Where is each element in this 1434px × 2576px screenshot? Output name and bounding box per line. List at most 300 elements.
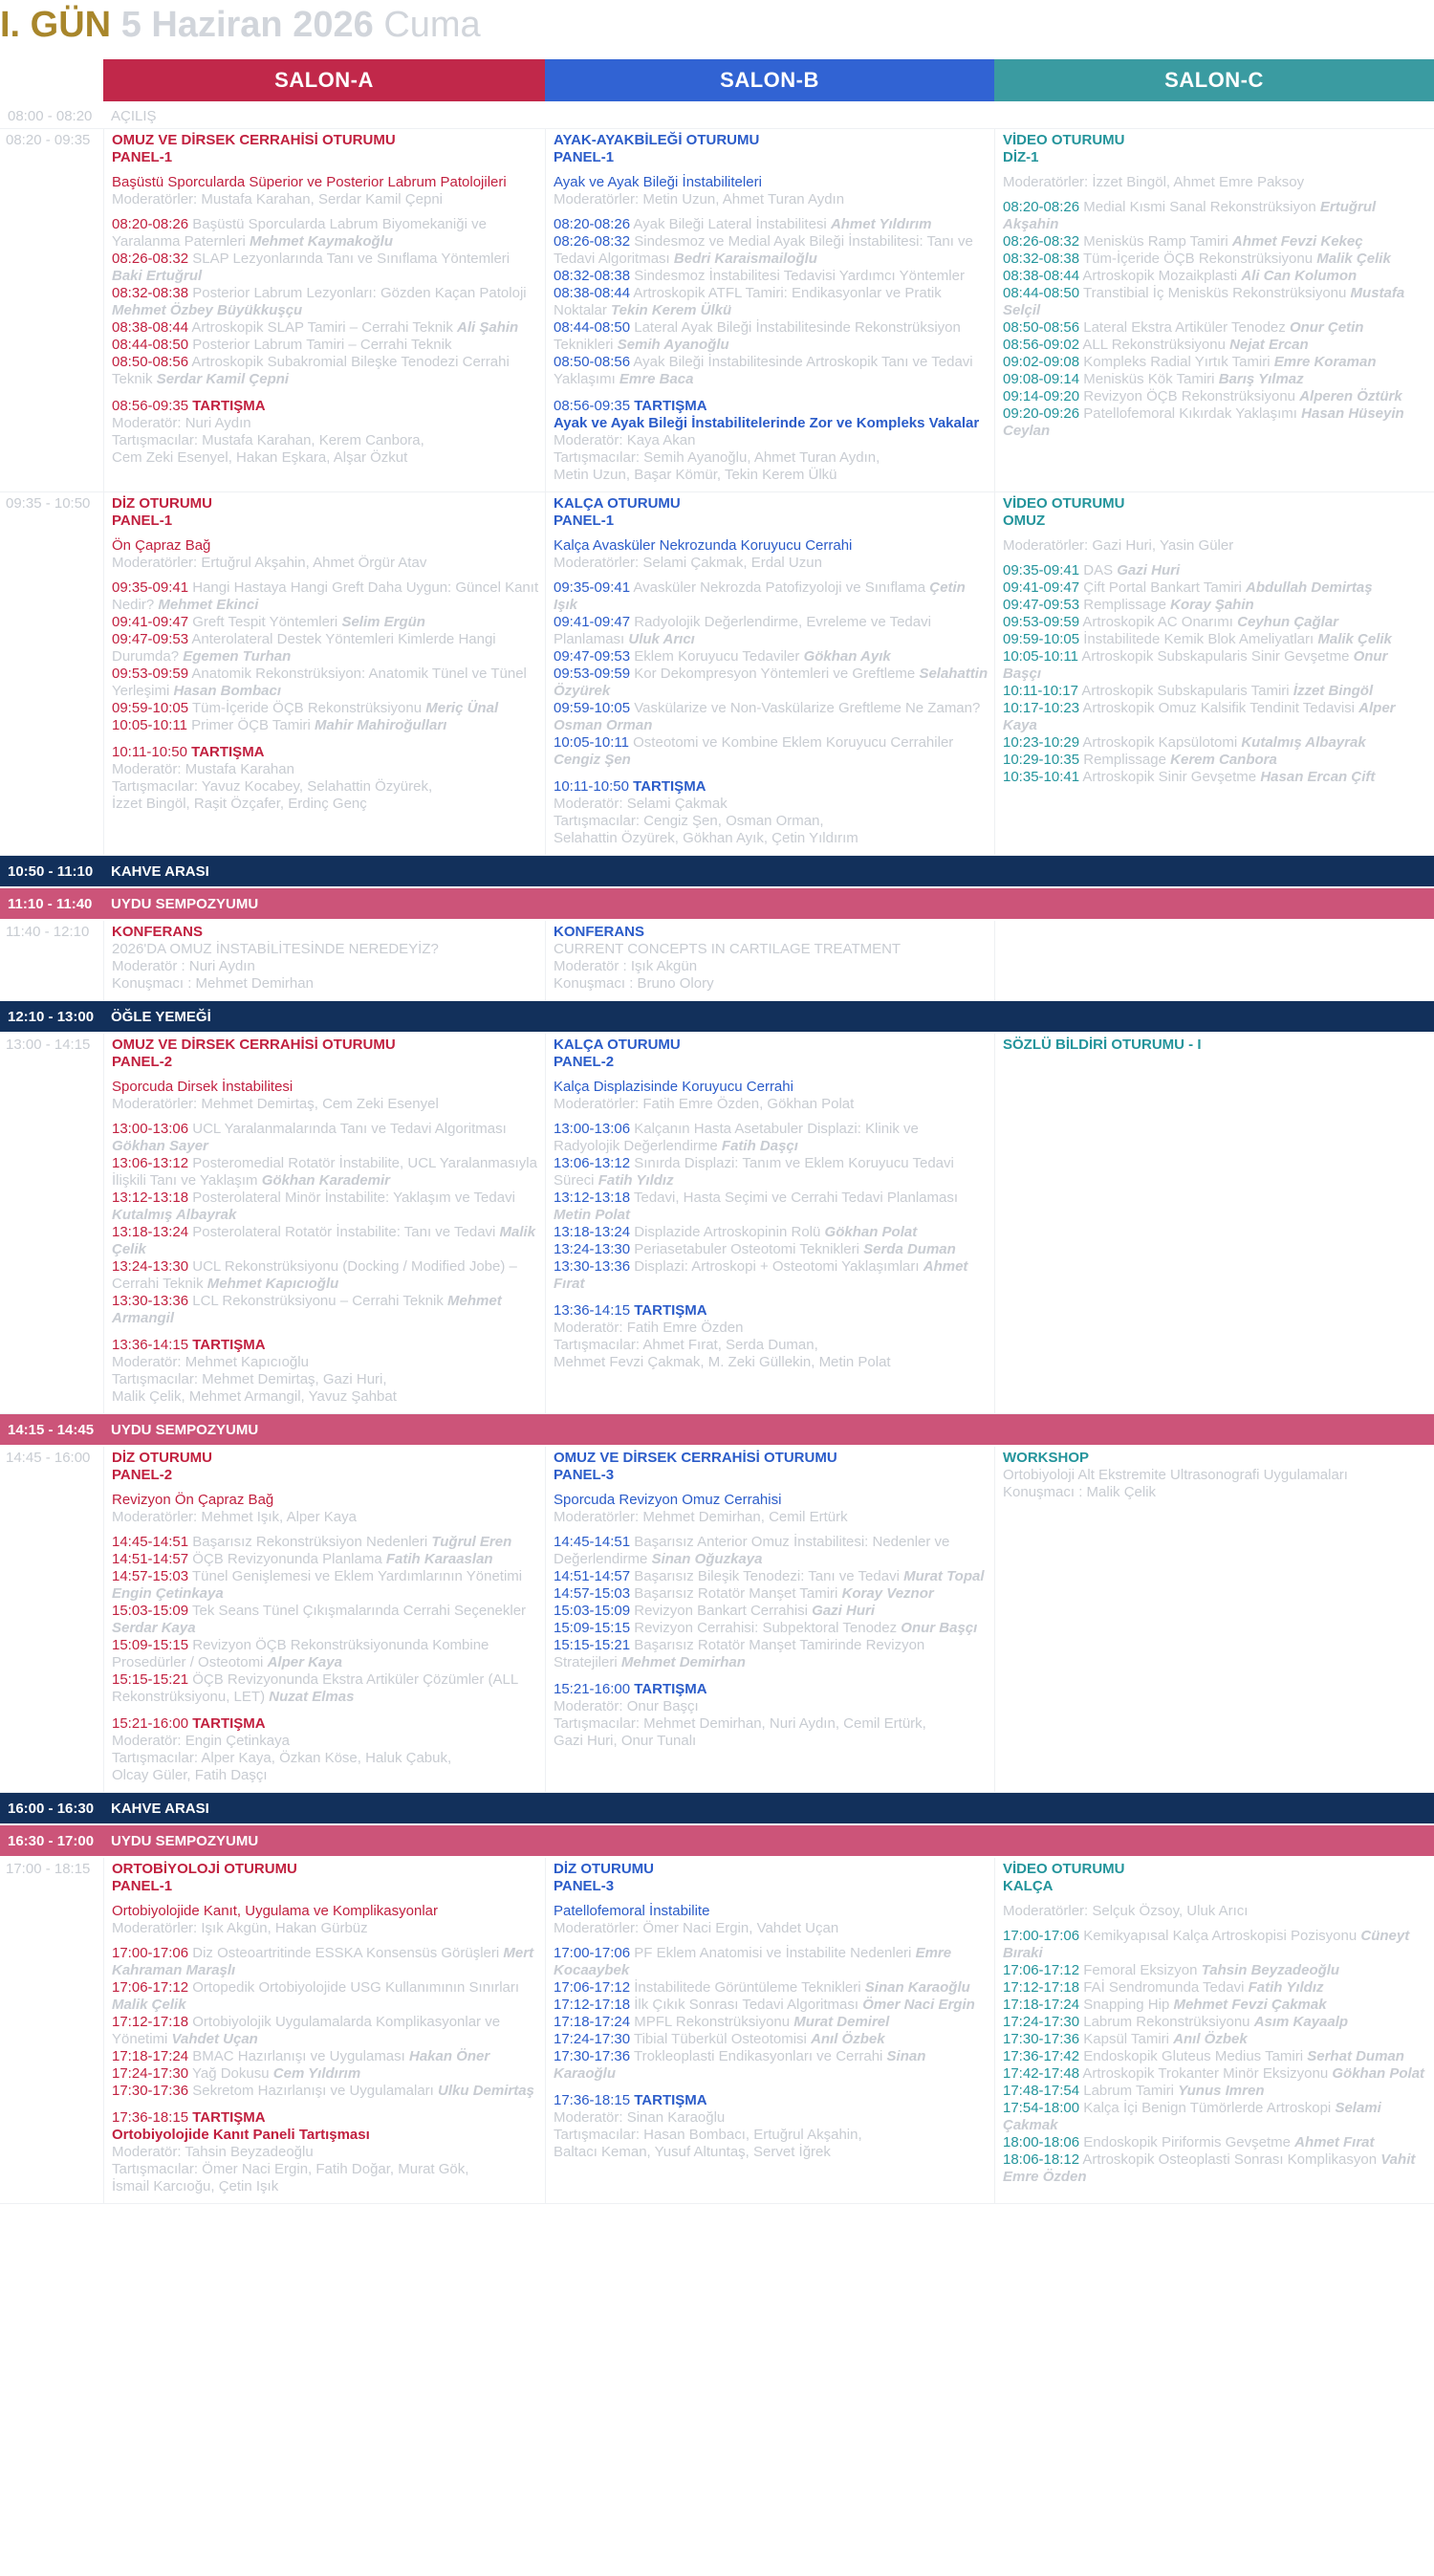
- talk-title: Tüm-İçeride ÖÇB Rekonstrüksiyonu: [191, 700, 423, 716]
- talk-time: 18:06-18:12: [1003, 2151, 1080, 2168]
- talk-list: [554, 1121, 989, 1293]
- talk-time: 08:32-08:38: [554, 268, 631, 284]
- discussion-line: Metin Uzun, Başar Kömür, Tekin Kerem Ülkü: [554, 467, 837, 483]
- talk-item: [112, 2065, 539, 2083]
- talk-item: [554, 666, 989, 700]
- session-cell: [103, 1034, 545, 1413]
- talk-title: Tüm-İçeride ÖÇB Rekonstrüksiyonu: [1082, 251, 1314, 267]
- talk-speaker: Alper Kaya: [1003, 700, 1396, 733]
- talk-time: 17:12-17:18: [554, 1997, 631, 2013]
- talk-time: 17:00-17:06: [554, 1945, 631, 1961]
- talk-item: [554, 648, 989, 666]
- talk-item: [1003, 319, 1428, 337]
- talk-title: Artroskopik Kapsülotomi: [1082, 734, 1238, 751]
- talk-title: Kalçanın Hasta Asetabuler Displazi: Klinik ve Radyolojik Değerlendirme: [554, 1121, 919, 1154]
- talk-speaker: Ahmet Fırat: [554, 1258, 968, 1292]
- discussion-line: Moderatör: Onur Başçı: [554, 1698, 699, 1714]
- block-1445-time: 14:45 - 16:00: [6, 1450, 91, 1466]
- discussion-time: 10:11-10:50: [554, 778, 629, 795]
- talk-title: Kalça İçi Benign Tümörlerde Artroskopi: [1083, 2100, 1332, 2116]
- talk-time: 13:06-13:12: [112, 1155, 189, 1171]
- day-weekday: Cuma: [383, 5, 481, 45]
- talk-title: İlk Çıkık Sonrası Tedavi Algoritması: [634, 1997, 859, 2013]
- talk-speaker: Nejat Ercan: [1229, 337, 1309, 353]
- talk-speaker: Tuğrul Eren: [431, 1534, 512, 1550]
- talk-item: [112, 1671, 539, 1706]
- talk-title: Revizyon ÖÇB Rekonstrüksiyonunda Kombine Prosedürler / Osteotomi: [112, 1637, 489, 1670]
- discussion-line: Tartışmacılar: Mehmet Demirhan, Nuri Aydın, Cemil Ertürk,: [554, 1715, 926, 1732]
- talk-list: [554, 579, 989, 769]
- talk-title: PF Eklem Anatomisi ve İnstabilite Nedenleri: [634, 1945, 912, 1961]
- talk-speaker: Abdullah Demirtaş: [1246, 579, 1373, 596]
- opening-row-label: AÇILIŞ: [111, 107, 157, 124]
- talk-time: 08:26-08:32: [112, 251, 189, 267]
- talk-speaker: Mahir Mahiroğulları: [315, 717, 447, 733]
- discussion-time: 13:36-14:15: [554, 1302, 631, 1319]
- session-panel: PANEL-1: [112, 149, 173, 165]
- block-1700: [0, 1858, 1434, 2204]
- talk-speaker: Mustafa Selçil: [1003, 285, 1405, 318]
- talk-item: [112, 614, 539, 631]
- discussion-header: [112, 1337, 539, 1354]
- discussion-line: Malik Çelik, Mehmet Armangil, Yavuz Şahbat: [112, 1388, 397, 1405]
- discussion-line: Tartışmacılar: Ahmet Fırat, Serda Duman,: [554, 1337, 818, 1353]
- talk-list: [554, 1534, 989, 1671]
- talk-title: Yağ Dokusu: [191, 2065, 270, 2082]
- talk-item: [1003, 700, 1428, 734]
- talk-list: [112, 579, 539, 734]
- talk-time: 13:12-13:18: [554, 1190, 631, 1206]
- session-moderators: Moderatörler: Ömer Naci Ergin, Vahdet Uçan: [554, 1920, 839, 1936]
- talk-time: 13:06-13:12: [554, 1155, 631, 1171]
- talk-title: Eklem Koruyucu Tedaviler: [634, 648, 800, 665]
- talk-title: Labrum Tamiri: [1083, 2083, 1175, 2099]
- talk-title: Ayak Bileği Lateral İnstabilitesi: [633, 216, 827, 232]
- talk-time: 09:59-10:05: [1003, 631, 1080, 647]
- conference-topic: CURRENT CONCEPTS IN CARTILAGE TREATMENT: [554, 941, 902, 957]
- discussion: [554, 2092, 989, 2161]
- talk-speaker: Anıl Özbek: [811, 2031, 885, 2047]
- talk-title: Posterior Labrum Lezyonları: Gözden Kaçan Patoloji: [192, 285, 527, 301]
- satellite-symposium-2-label: UYDU SEMPOZYUMU: [111, 1421, 259, 1438]
- discussion: [554, 1681, 989, 1750]
- session-cell: [103, 1447, 545, 1792]
- talk-speaker: Hasan Hüseyin Ceylan: [1003, 405, 1404, 439]
- opening-row-time: 08:00 - 08:20: [8, 107, 93, 124]
- discussion-header: [554, 398, 989, 415]
- talk-title: Posterolateral Minör İnstabilite: Yaklaşım ve Tedavi: [192, 1190, 515, 1206]
- talk-speaker: Malik Çelik: [1317, 631, 1392, 647]
- talk-title: Menisküs Kök Tamiri: [1083, 371, 1215, 387]
- talk-speaker: Selahattin Özyürek: [554, 666, 989, 699]
- talk-item: [554, 319, 989, 354]
- talk-speaker: Gökhan Polat: [1332, 2065, 1425, 2082]
- talk-title: Sınırda Displazi: Tanım ve Eklem Koruyucu Tedavi Süreci: [554, 1155, 954, 1189]
- talk-item: [1003, 1962, 1428, 1979]
- talk-speaker: Hasan Bombacı: [173, 683, 282, 699]
- talk-item: [112, 1551, 539, 1568]
- talk-time: 17:00-17:06: [1003, 1928, 1080, 1944]
- talk-time: 10:11-10:17: [1003, 683, 1078, 699]
- talk-speaker: Murat Demirel: [793, 2014, 890, 2030]
- talk-title: İnstabilitede Kemik Blok Ameliyatları: [1083, 631, 1314, 647]
- talk-title: Greft Tespit Yöntemleri: [192, 614, 338, 630]
- discussion-line: İsmail Karcıoğu, Çetin Işık: [112, 2178, 279, 2194]
- talk-title: ÖÇB Revizyonunda Ekstra Artiküler Çözümler (ALL Rekonstrüksiyonu, LET): [112, 1671, 518, 1705]
- discussion-line: Moderatör: Nuri Aydın: [112, 415, 251, 431]
- discussion-line: Olcay Güler, Fatih Daşçı: [112, 1767, 268, 1783]
- talk-item: [112, 337, 539, 354]
- talk-list: [554, 216, 989, 388]
- talk-time: 10:05-10:11: [112, 717, 187, 733]
- talk-time: 08:50-08:56: [112, 354, 189, 370]
- block-1300-time: 13:00 - 14:15: [6, 1037, 91, 1053]
- discussion-line: Moderatör: Engin Çetinkaya: [112, 1733, 290, 1749]
- talk-time: 08:20-08:26: [554, 216, 631, 232]
- session-cell: [545, 1858, 994, 2203]
- talk-list: [112, 1945, 539, 2100]
- talk-speaker: Asım Kayaalp: [1253, 2014, 1349, 2030]
- discussion-line: Tartışmacılar: Cengiz Şen, Osman Orman,: [554, 813, 824, 829]
- discussion-line: İzzet Bingöl, Raşit Özçafer, Erdinç Genç: [112, 796, 367, 812]
- talk-item: [1003, 2031, 1428, 2048]
- talk-time: 09:14-09:20: [1003, 388, 1080, 404]
- discussion-line: Selahattin Özyürek, Gökhan Ayık, Çetin Yıldırım: [554, 830, 858, 846]
- talk-speaker: Malik Çelik: [1316, 251, 1391, 267]
- talk-title: Artroskopik Subskapularis Tamiri: [1081, 683, 1290, 699]
- talk-title: Vaskülarize ve Non-Vaskülarize Greftleme Ne Zaman?: [634, 700, 981, 716]
- talk-speaker: İzzet Bingöl: [1293, 683, 1374, 699]
- opening-row: [0, 103, 1434, 129]
- talk-item: [112, 1568, 539, 1603]
- session-moderators: Moderatörler: Fatih Emre Özden, Gökhan Polat: [554, 1096, 855, 1112]
- discussion-line: Mehmet Fevzi Çakmak, M. Zeki Güllekin, Metin Polat: [554, 1354, 891, 1370]
- talk-item: [1003, 752, 1428, 769]
- talk-title: Kompleks Radial Yırtık Tamiri: [1083, 354, 1271, 370]
- talk-title: Displazide Artroskopinin Rolü: [634, 1224, 821, 1240]
- session-cell: [103, 129, 545, 491]
- talk-speaker: Serdar Kaya: [112, 1620, 196, 1636]
- schedule-grid: [0, 103, 1434, 2204]
- talk-item: [112, 1190, 539, 1224]
- talk-list: [1003, 199, 1428, 440]
- session-title: KALÇA OTURUMU: [554, 495, 681, 512]
- talk-title: DAS: [1083, 562, 1114, 579]
- discussion-topic: Ortobiyolojide Kanıt Paneli Tartışması: [112, 2127, 370, 2143]
- talk-item: [1003, 285, 1428, 319]
- session-topic: Sporcuda Dirsek İnstabilitesi: [112, 1079, 293, 1095]
- block-0935: [0, 492, 1434, 856]
- session-title: DİZ OTURUMU: [112, 495, 212, 512]
- coffee-break-2: [0, 1793, 1434, 1825]
- discussion-label: TARTIŞMA: [634, 1302, 707, 1319]
- talk-item: [1003, 562, 1428, 579]
- talk-item: [112, 1534, 539, 1551]
- talk-speaker: Fatih Daşçı: [721, 1138, 798, 1154]
- session-cell: [545, 1447, 994, 1792]
- talk-item: [554, 1637, 989, 1671]
- lunch-break: [0, 1001, 1434, 1034]
- talk-time: 09:41-09:47: [112, 614, 189, 630]
- talk-item: [112, 1224, 539, 1258]
- talk-time: 08:44-08:50: [1003, 285, 1080, 301]
- talk-speaker: Emre Koraman: [1273, 354, 1377, 370]
- session-title: DİZ OTURUMU: [554, 1861, 654, 1877]
- session-panel: PANEL-2: [112, 1467, 173, 1483]
- talk-title: Tibial Tüberkül Osteotomisi: [633, 2031, 807, 2047]
- talk-speaker: Vahit Emre Özden: [1003, 2151, 1416, 2185]
- talk-speaker: Fatih Yıldız: [1248, 1979, 1324, 1996]
- session-cell: [103, 492, 545, 855]
- discussion-label: TARTIŞMA: [634, 2092, 707, 2108]
- discussion-time: 08:56-09:35: [554, 398, 631, 414]
- talk-time: 10:05-10:11: [554, 734, 629, 751]
- salon-header-row: [103, 59, 1434, 101]
- talk-title: LCL Rekonstrüksiyonu – Cerrahi Teknik: [192, 1293, 444, 1309]
- satellite-symposium-3-time: 16:30 - 17:00: [8, 1832, 95, 1849]
- talk-item: [554, 1241, 989, 1258]
- talk-speaker: Ömer Naci Ergin: [862, 1997, 975, 2013]
- talk-time: 17:30-17:36: [554, 2048, 631, 2064]
- talk-speaker: Meriç Ünal: [425, 700, 499, 716]
- talk-time: 10:23-10:29: [1003, 734, 1080, 751]
- talk-title: Remplissage: [1083, 752, 1166, 768]
- conference-topic: 2026'DA OMUZ İNSTABİLİTESİNDE NEREDEYİZ?: [112, 941, 439, 957]
- talk-item: [112, 1293, 539, 1327]
- talk-item: [1003, 199, 1428, 233]
- conference-moderator: Moderatör : Nuri Aydın: [112, 958, 255, 974]
- session-cell: [994, 1858, 1434, 2203]
- talk-title: Başarısız Rekonstrüksiyon Nedenleri: [192, 1534, 428, 1550]
- satellite-symposium-1: [0, 888, 1434, 921]
- discussion: [112, 1337, 539, 1406]
- talk-time: 14:45-14:51: [112, 1534, 189, 1550]
- discussion-time: 15:21-16:00: [554, 1681, 631, 1697]
- talk-time: 17:24-17:30: [112, 2065, 189, 2082]
- workshop-speaker: Konuşmacı : Malik Çelik: [1003, 1484, 1157, 1500]
- talk-speaker: Gökhan Ayık: [803, 648, 891, 665]
- talk-item: [554, 216, 989, 233]
- talk-item: [554, 1997, 989, 2014]
- talk-speaker: Yunus Imren: [1178, 2083, 1265, 2099]
- talk-speaker: Alper Kaya: [267, 1654, 342, 1670]
- talk-speaker: Cüneyt Bıraki: [1003, 1928, 1410, 1961]
- talk-item: [112, 216, 539, 251]
- discussion: [554, 1302, 989, 1371]
- session-title: ORTOBİYOLOJİ OTURUMU: [112, 1861, 297, 1877]
- discussion-line: Moderatör: Kaya Akan: [554, 432, 696, 448]
- talk-time: 17:00-17:06: [112, 1945, 189, 1961]
- talk-title: Patellofemoral Kıkırdak Yaklaşımı: [1083, 405, 1297, 422]
- salon-b-header: SALON-B: [545, 59, 994, 101]
- talk-title: Tedavi, Hasta Seçimi ve Cerrahi Tedavi Planlaması: [633, 1190, 959, 1206]
- discussion-line: Cem Zeki Esenyel, Hakan Eşkara, Alşar Özkut: [112, 449, 408, 466]
- talk-item: [112, 1637, 539, 1671]
- talk-time: 13:00-13:06: [554, 1121, 631, 1137]
- talk-item: [1003, 2134, 1428, 2151]
- conference-title: KONFERANS: [554, 924, 645, 940]
- talk-time: 09:53-09:59: [554, 666, 631, 682]
- talk-item: [554, 285, 989, 319]
- talk-time: 17:30-17:36: [112, 2083, 189, 2099]
- talk-time: 13:18-13:24: [554, 1224, 631, 1240]
- talk-title: Posterior Labrum Tamiri – Cerrahi Teknik: [192, 337, 452, 353]
- talk-title: Artroskopik AC Onarımı: [1082, 614, 1233, 630]
- coffee-break-1-label: KAHVE ARASI: [111, 862, 209, 880]
- talk-time: 13:24-13:30: [554, 1241, 631, 1257]
- session-topic: Ortobiyolojide Kanıt, Uygulama ve Komplikasyonlar: [112, 1903, 438, 1919]
- talk-time: 09:35-09:41: [112, 579, 189, 596]
- talk-time: 08:20-08:26: [1003, 199, 1080, 215]
- day-label: I. GÜN: [0, 5, 112, 45]
- talk-time: 08:20-08:26: [112, 216, 189, 232]
- talk-title: Artroskopik Trokanter Minör Eksizyonu: [1082, 2065, 1329, 2082]
- talk-title: Başüstü Sporcularda Labrum Biyomekaniği ve Yaralanma Paternleri: [112, 216, 487, 250]
- talk-list: [112, 1121, 539, 1327]
- talk-title: Diz Osteoartritinde ESSKA Konsensüs Görüşleri: [192, 1945, 500, 1961]
- session-topic: Sporcuda Revizyon Omuz Cerrahisi: [554, 1492, 782, 1508]
- session-cell: [545, 492, 994, 855]
- talk-speaker: Ali Şahin: [457, 319, 519, 336]
- talk-item: [554, 1155, 989, 1190]
- discussion-line: Moderatör: Selami Çakmak: [554, 796, 728, 812]
- satellite-symposium-1-time: 11:10 - 11:40: [8, 895, 93, 912]
- discussion: [554, 398, 989, 484]
- discussion-time: 15:21-16:00: [112, 1715, 189, 1732]
- block-0820: [0, 129, 1434, 492]
- conference-speaker: Konuşmacı : Bruno Olory: [554, 975, 714, 992]
- session-moderators: Moderatörler: Mustafa Karahan, Serdar Kamil Çepni: [112, 191, 443, 207]
- discussion: [112, 398, 539, 467]
- talk-title: Başarısız Bileşik Tenodezi: Tanı ve Tedavi: [634, 1568, 900, 1584]
- talk-speaker: Kutalmış Albayrak: [112, 1207, 237, 1223]
- talk-speaker: Fatih Karaaslan: [385, 1551, 493, 1567]
- talk-title: Endoskopik Piriformis Gevşetme: [1083, 2134, 1291, 2150]
- session-panel: PANEL-1: [112, 1878, 173, 1894]
- talk-title: Revizyon ÖÇB Rekonstrüksiyonu: [1083, 388, 1296, 404]
- satellite-symposium-1-label: UYDU SEMPOZYUMU: [111, 895, 259, 912]
- talk-time: 13:18-13:24: [112, 1224, 189, 1240]
- discussion: [554, 778, 989, 847]
- talk-time: 08:26-08:32: [1003, 233, 1080, 250]
- talk-speaker: Cengiz Şen: [554, 752, 631, 768]
- talk-time: 09:47-09:53: [1003, 597, 1080, 613]
- session-panel: PANEL-2: [112, 1054, 173, 1070]
- talk-item: [554, 579, 989, 614]
- talk-time: 17:18-17:24: [554, 2014, 631, 2030]
- talk-time: 08:38-08:44: [1003, 268, 1080, 284]
- talk-item: [1003, 2048, 1428, 2065]
- talk-speaker: Ceyhun Çağlar: [1237, 614, 1338, 630]
- discussion-time: 17:36-18:15: [112, 2109, 189, 2126]
- discussion-line: Moderatör: Mehmet Kapıcıoğlu: [112, 1354, 309, 1370]
- talk-time: 08:56-09:02: [1003, 337, 1080, 353]
- discussion-label: TARTIŞMA: [192, 1715, 266, 1732]
- talk-title: Tek Seans Tünel Çıkışmalarında Cerrahi Seçenekler: [191, 1603, 527, 1619]
- talk-speaker: Ali Can Kolumon: [1241, 268, 1358, 284]
- talk-time: 09:02-09:08: [1003, 354, 1080, 370]
- talk-speaker: Malik Çelik: [112, 1224, 536, 1257]
- session-moderators: Moderatörler: Gazi Huri, Yasin Güler: [1003, 537, 1234, 554]
- talk-title: Tünel Genişlemesi ve Eklem Yardımlarının Yönetimi: [191, 1568, 523, 1584]
- talk-item: [554, 1534, 989, 1568]
- talk-time: 13:30-13:36: [554, 1258, 631, 1275]
- talk-time: 17:18-17:24: [1003, 1997, 1080, 2013]
- talk-title: Kor Dekompresyon Yöntemleri ve Greftleme: [634, 666, 916, 682]
- talk-item: [554, 1224, 989, 1241]
- talk-time: 17:12-17:18: [1003, 1979, 1080, 1996]
- session-moderators: Moderatörler: Mehmet Demirhan, Cemil Ertürk: [554, 1509, 848, 1525]
- talk-time: 08:26-08:32: [554, 233, 631, 250]
- discussion-topic: Ayak ve Ayak Bileği İnstabilitelerinde Zor ve Kompleks Vakalar: [554, 415, 980, 431]
- talk-title: ALL Rekonstrüksiyonu: [1082, 337, 1226, 353]
- talk-item: [1003, 251, 1428, 268]
- talk-time: 14:51-14:57: [554, 1568, 631, 1584]
- talk-item: [1003, 233, 1428, 251]
- talk-speaker: Onur Başçı: [1003, 648, 1388, 682]
- session-moderators: Moderatörler: İzzet Bingöl, Ahmet Emre Paksoy: [1003, 174, 1305, 190]
- talk-time: 15:03-15:09: [112, 1603, 189, 1619]
- session-moderators: Moderatörler: Selami Çakmak, Erdal Uzun: [554, 555, 822, 571]
- session-moderators: Moderatörler: Selçuk Özsoy, Uluk Arıcı: [1003, 1903, 1249, 1919]
- discussion-line: Moderatör: Fatih Emre Özden: [554, 1320, 744, 1336]
- talk-item: [1003, 337, 1428, 354]
- session-title: DİZ OTURUMU: [112, 1450, 212, 1466]
- session-moderators: Moderatörler: Işık Akgün, Hakan Gürbüz: [112, 1920, 368, 1936]
- discussion-label: TARTIŞMA: [633, 778, 706, 795]
- talk-speaker: Mehmet Kapıcıoğlu: [206, 1276, 339, 1292]
- talk-title: Labrum Rekonstrüksiyonu: [1083, 2014, 1250, 2030]
- workshop-title: Ortobiyoloji Alt Ekstremite Ultrasonografi Uygulamaları: [1003, 1467, 1348, 1483]
- talk-speaker: Gazi Huri: [1117, 562, 1181, 579]
- talk-title: Posteromedial Rotatör İnstabilite, UCL Yaralanmasıyla İlişkili Tanı ve Yaklaşım: [112, 1155, 537, 1189]
- talk-title: BMAC Hazırlanışı ve Uygulaması: [192, 2048, 405, 2064]
- talk-time: 15:09-15:15: [554, 1620, 631, 1636]
- talk-speaker: Cem Yıldırım: [272, 2065, 361, 2082]
- talk-item: [1003, 405, 1428, 440]
- lunch-break-time: 12:10 - 13:00: [8, 1008, 95, 1025]
- session-topic: Kalça Avasküler Nekrozunda Koruyucu Cerrahi: [554, 537, 853, 554]
- talk-speaker: Gazi Huri: [812, 1603, 876, 1619]
- coffee-break-2-time: 16:00 - 16:30: [8, 1800, 95, 1817]
- session-topic: Revizyon Ön Çapraz Bağ: [112, 1492, 274, 1508]
- talk-time: 09:53-09:59: [1003, 614, 1080, 630]
- talk-speaker: Nuzat Elmas: [269, 1689, 355, 1705]
- discussion-header: [554, 1681, 989, 1698]
- talk-time: 09:41-09:47: [554, 614, 631, 630]
- conference-cell: [545, 921, 994, 1000]
- talk-time: 14:57-15:03: [112, 1568, 189, 1584]
- talk-title: Başarısız Rotatör Manşet Tamirinde Revizyon Stratejileri: [554, 1637, 925, 1670]
- talk-time: 15:09-15:15: [112, 1637, 189, 1653]
- session-cell: [994, 1034, 1434, 1413]
- talk-item: [554, 268, 989, 285]
- talk-speaker: Mehmet Fevzi Çakmak: [1173, 1997, 1327, 2013]
- session-panel: PANEL-1: [554, 149, 615, 165]
- talk-speaker: Emre Kocaaybek: [554, 1945, 952, 1978]
- session-title: VİDEO OTURUMU: [1003, 1861, 1125, 1877]
- discussion-header: [554, 778, 989, 796]
- talk-speaker: Selim Ergün: [341, 614, 425, 630]
- talk-title: Revizyon Cerrahisi: Subpektoral Tenodez: [634, 1620, 898, 1636]
- talk-speaker: Ertuğrul Akşahin: [1003, 199, 1377, 232]
- salon-c-header: SALON-C: [994, 59, 1434, 101]
- salon-a-header: SALON-A: [103, 59, 545, 101]
- talk-speaker: Sinan Karaoğlu: [554, 2048, 926, 2082]
- talk-time: 17:06-17:12: [1003, 1962, 1080, 1978]
- talk-item: [1003, 734, 1428, 752]
- session-cell: [545, 129, 994, 491]
